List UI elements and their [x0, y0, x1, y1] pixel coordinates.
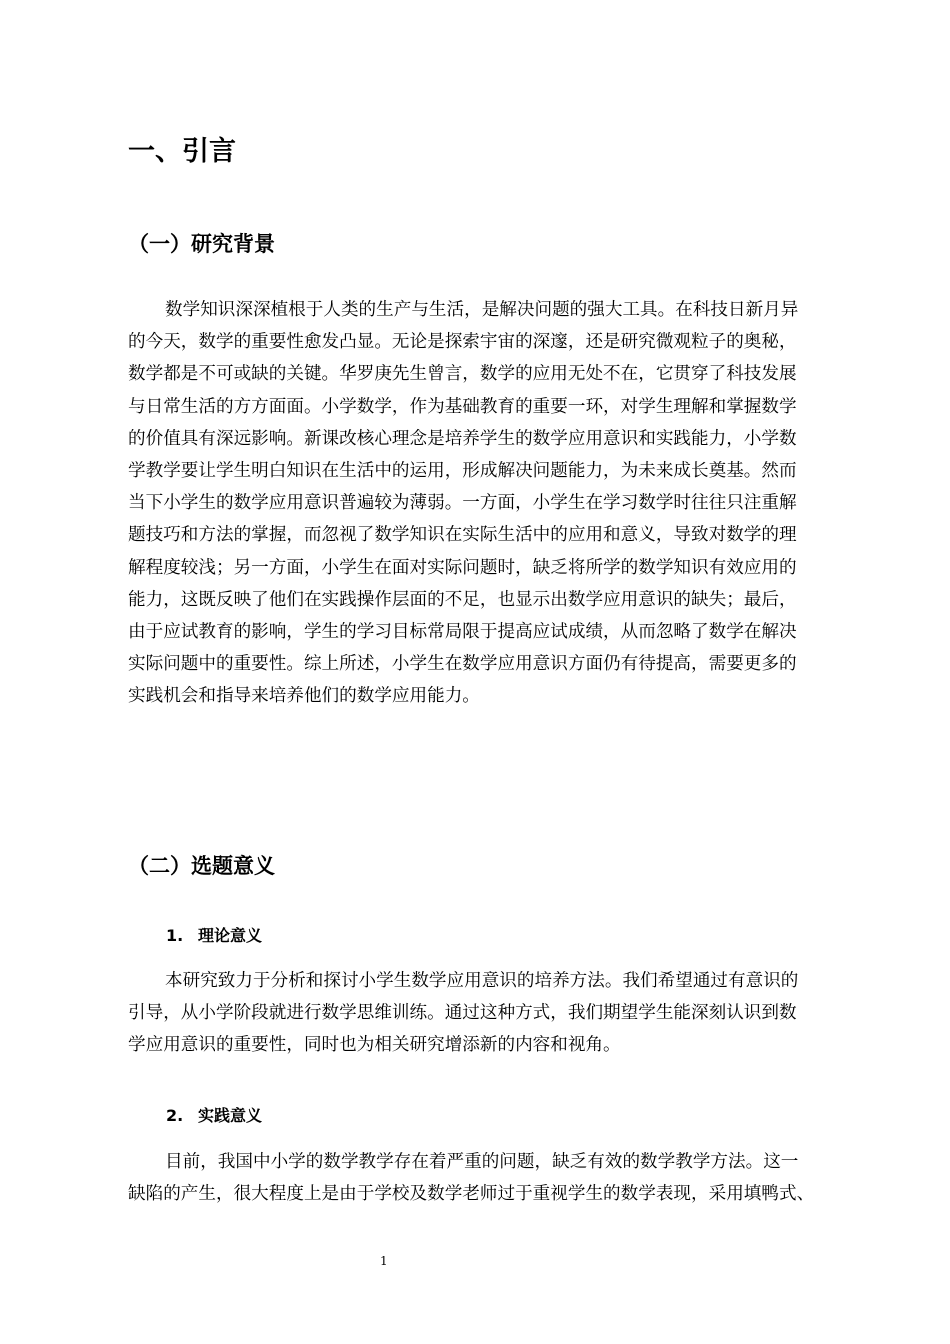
subsection-heading-theory — [166, 924, 262, 948]
paragraph-practice — [128, 1146, 863, 1210]
paragraph-line: 实际问题中的重要性。综上所述，小学生在数学应用意识方面仍有待提高，需要更多的 — [128, 654, 797, 675]
page-number: 1 — [380, 1254, 388, 1268]
paragraph-line: 题技巧和方法的掌握，而忽视了数学知识在实际生活中的应用和意义，导致对数学的理 — [128, 525, 797, 546]
subsection-number: 1. — [166, 926, 184, 945]
section-heading-background: （一）研究背景 — [128, 232, 275, 256]
subsection-title: 实践意义 — [198, 1106, 263, 1125]
section-heading-significance: （二）选题意义 — [128, 854, 275, 878]
paragraph-line: 实践机会和指导来培养他们的数学应用能力。 — [128, 686, 480, 707]
paragraph-line: 学应用意识的重要性，同时也为相关研究增添新的内容和视角。 — [128, 1035, 621, 1056]
paragraph-line: 解程度较浅；另一方面，小学生在面对实际问题时，缺乏将所学的数学知识有效应用的 — [128, 557, 797, 578]
paragraph-line: 能力，这既反映了他们在实践操作层面的不足，也显示出数学应用意识的缺失；最后， — [128, 589, 797, 610]
paragraph-line: 数学都是不可或缺的关键。华罗庚先生曾言，数学的应用无处不在，它贯穿了科技发展 — [128, 364, 797, 385]
paragraph-line: 的价值具有深远影响。新课改核心理念是培养学生的数学应用意识和实践能力，小学数 — [128, 428, 797, 449]
paragraph-line: 目前，我国中小学的数学教学存在着严重的问题，缺乏有效的数学教学方法。这一 — [165, 1152, 799, 1172]
paragraph-line: 由于应试教育的影响，学生的学习目标常局限于提高应试成绩，从而忽略了数学在解决 — [128, 621, 797, 642]
paragraph-background — [128, 294, 863, 712]
paragraph-line: 数学知识深深植根于人类的生产与生活，是解决问题的强大工具。在科技日新月异 — [165, 300, 799, 320]
paragraph-theory — [128, 965, 863, 1062]
paragraph-line: 引导，从小学阶段就进行数学思维训练。通过这种方式，我们期望学生能深刻认识到数 — [128, 1003, 797, 1024]
subsection-heading-practice — [166, 1104, 262, 1128]
chapter-heading: 一、引言 — [128, 136, 236, 167]
paragraph-line: 本研究致力于分析和探讨小学生数学应用意识的培养方法。我们希望通过有意识的 — [165, 971, 799, 991]
paragraph-line: 当下小学生的数学应用意识普遍较为薄弱。一方面，小学生在学习数学时往往只注重解 — [128, 493, 797, 514]
subsection-title: 理论意义 — [198, 926, 263, 945]
paragraph-line: 缺陷的产生，很大程度上是由于学校及数学老师过于重视学生的数学表现，采用填鸭式、 — [128, 1184, 815, 1205]
paragraph-line: 与日常生活的方方面面。小学数学，作为基础教育的重要一环，对学生理解和掌握数学 — [128, 396, 797, 417]
subsection-number: 2. — [166, 1106, 184, 1125]
paragraph-line: 学教学要让学生明白知识在生活中的运用，形成解决问题能力，为未来成长奠基。然而 — [128, 460, 797, 481]
paragraph-line: 的今天，数学的重要性愈发凸显。无论是探索宇宙的深邃，还是研究微观粒子的奥秘， — [128, 332, 797, 353]
